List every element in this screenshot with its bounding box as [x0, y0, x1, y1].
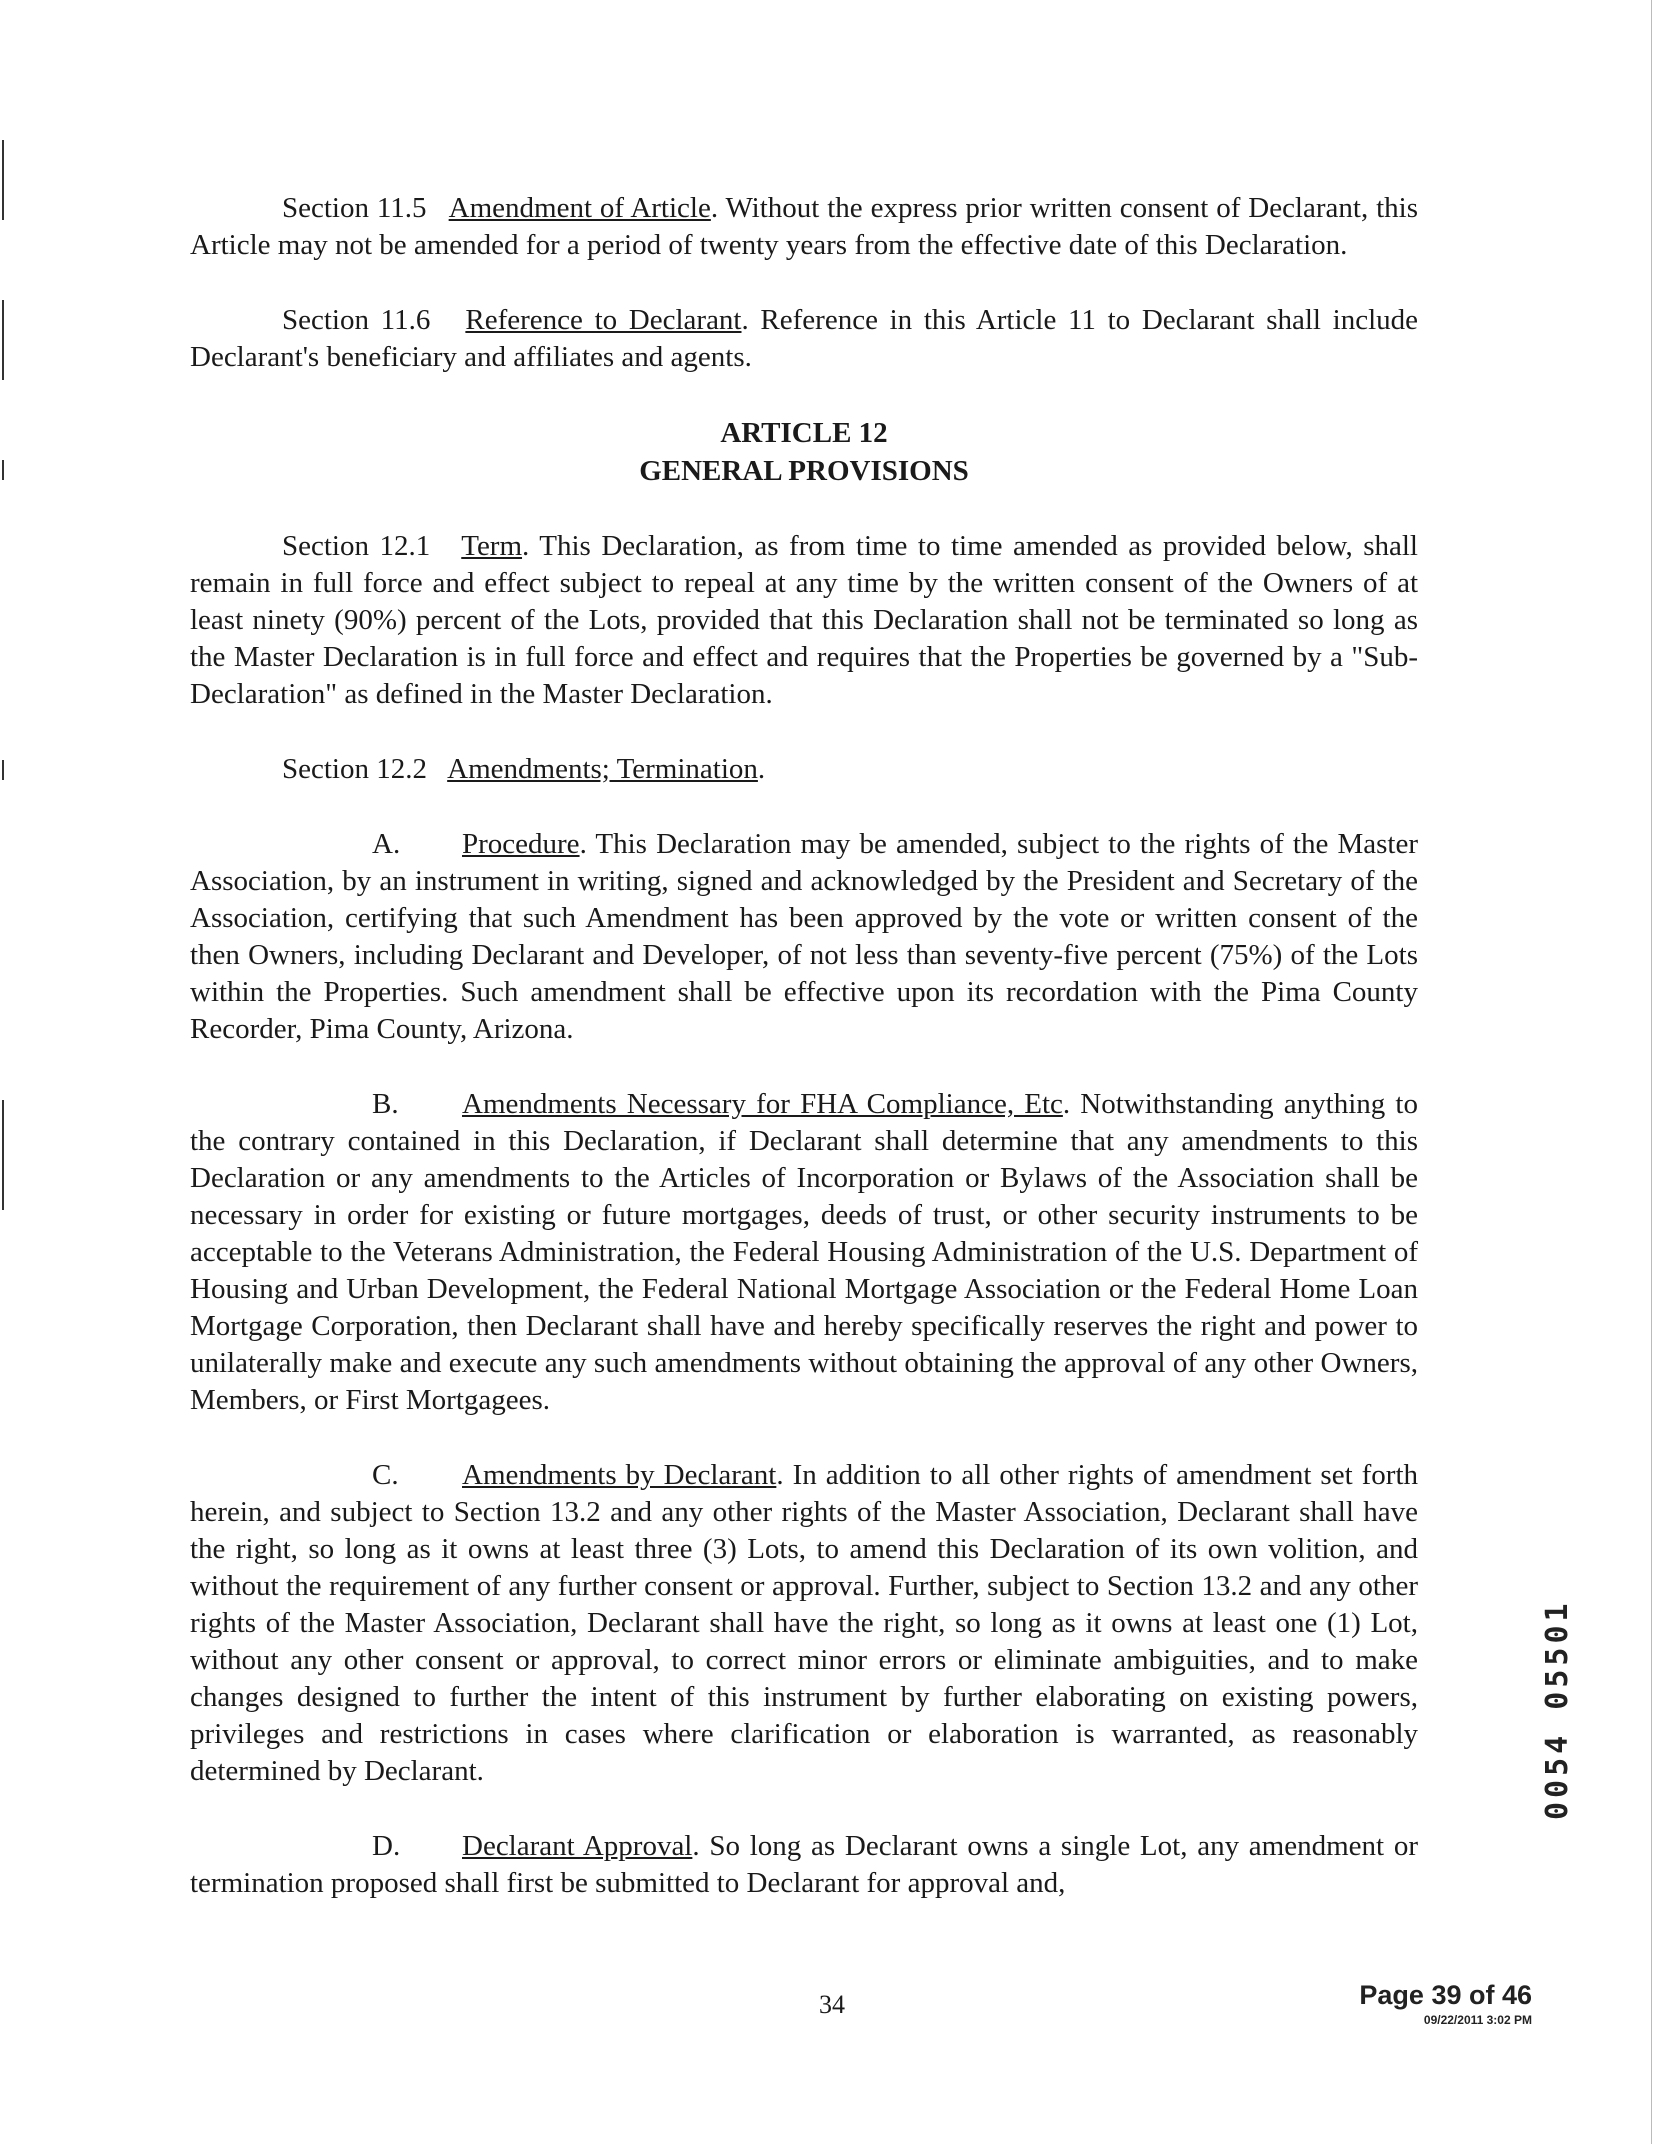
recording-number: 0054 05501	[1540, 1599, 1575, 1820]
subsection-text: . So long as Declarant owns a single Lot, any amendment or termination proposed shall first be submitted to Declarant for approval and,	[190, 1830, 1418, 1899]
subsection-b	[190, 1086, 1418, 1419]
section-label: Section 12.1	[282, 530, 431, 562]
article-number: ARTICLE 12	[720, 417, 888, 449]
page-number: 34	[819, 1990, 845, 2019]
section-label: Section 11.6	[282, 304, 431, 336]
article-heading	[190, 414, 1418, 490]
section-11-6	[190, 302, 1418, 376]
article-title: GENERAL PROVISIONS	[639, 455, 969, 487]
subsection-title: Amendments by Declarant	[462, 1459, 777, 1491]
subsection-letter: D.	[372, 1830, 401, 1862]
scan-margin-mark	[2, 140, 4, 220]
scan-margin-mark	[2, 760, 4, 780]
section-label: Section 12.2	[282, 753, 427, 785]
section-title: Reference to Declarant	[465, 304, 742, 336]
subsection-c	[190, 1457, 1418, 1790]
subsection-title: Amendments Necessary for FHA Compliance, Etc	[462, 1088, 1063, 1120]
section-title: Amendments; Termination	[447, 753, 758, 785]
section-text: . Reference in this Article 11 to Declarant shall include Declarant's beneficiary and affiliates and agents.	[190, 304, 1419, 373]
section-text: . This Declaration, as from time to time amended as provided below, shall remain in full force and effect subject to repeal at any time by the written consent of the Owners of at least ninety (90%) percent of the Lots, provided that this Declaration shall not be terminated so long as the Master Declaration is in full force and effect and requires that the Properties be governed by a "Sub-Declaration" as defined in the Master Declaration.	[190, 530, 1418, 710]
subsection-letter: A.	[372, 828, 401, 860]
section-title: Term	[461, 530, 523, 562]
section-tail: .	[757, 753, 766, 785]
subsection-title: Declarant Approval	[462, 1830, 693, 1862]
subsection-text: . In addition to all other rights of amendment set forth herein, and subject to Section 13.2 and any other rights of the Master Association, Declarant shall have the right, so long as it owns at least three (3) Lots, to amend this Declaration of its own volition, and without the requirement of any further consent or approval. Further, subject to Section 13.2 and any other rights of the Master Association, Declarant shall have the right, so long as it owns at least one (1) Lot, without any other consent or approval, to correct minor errors or eliminate ambiguities, and to make changes designed to further the intent of this instrument by further elaborating on existing powers, privileges and restrictions in cases where clarification or elaboration is warranted, as reasonably determined by Declarant.	[190, 1459, 1418, 1787]
document-body	[190, 190, 1418, 1940]
subsection-a	[190, 826, 1418, 1048]
section-11-5	[190, 190, 1418, 264]
subsection-letter: C.	[372, 1459, 399, 1491]
scan-page-edge	[1651, 0, 1652, 2144]
recorder-stamp	[1359, 1980, 1532, 2027]
section-12-2	[282, 751, 1418, 788]
section-text: . Without the express prior written consent of Declarant, this Article may not be amended for a period of twenty years from the effective date of this Declaration.	[190, 192, 1418, 261]
scan-margin-mark	[2, 300, 4, 380]
subsection-letter: B.	[372, 1088, 399, 1120]
subsection-title: Procedure	[462, 828, 580, 860]
stamp-timestamp: 09/22/2011 3:02 PM	[1423, 2013, 1532, 2027]
section-12-1	[190, 528, 1418, 713]
stamp-page-count: Page 39 of 46	[1359, 1980, 1532, 2010]
scan-margin-mark	[2, 460, 4, 480]
subsection-text: . Notwithstanding anything to the contrary contained in this Declaration, if Declarant shall determine that any amendments to this Declaration or any amendments to the Articles of Incorporation or Bylaws of the Association shall be necessary in order for existing or future mortgages, deeds of trust, or other security instruments to be acceptable to the Veterans Administration, the Federal Housing Administration of the U.S. Department of Housing and Urban Development, the Federal National Mortgage Association or the Federal Home Loan Mortgage Corporation, then Declarant shall have and hereby specifically reserves the right and power to unilaterally make and execute any such amendments without obtaining the approval of any other Owners, Members, or First Mortgagees.	[190, 1088, 1418, 1416]
subsection-text: . This Declaration may be amended, subject to the rights of the Master Association, by an instrument in writing, signed and acknowledged by the President and Secretary of the Association, certifying that such Amendment has been approved by the vote or written consent of the then Owners, including Declarant and Developer, of not less than seventy-five percent (75%) of the Lots within the Properties. Such amendment shall be effective upon its recordation with the Pima County Recorder, Pima County, Arizona.	[190, 828, 1418, 1045]
section-label: Section 11.5	[282, 192, 427, 224]
subsection-d	[190, 1828, 1418, 1902]
scan-margin-mark	[2, 1100, 4, 1210]
section-title: Amendment of Article	[448, 192, 711, 224]
